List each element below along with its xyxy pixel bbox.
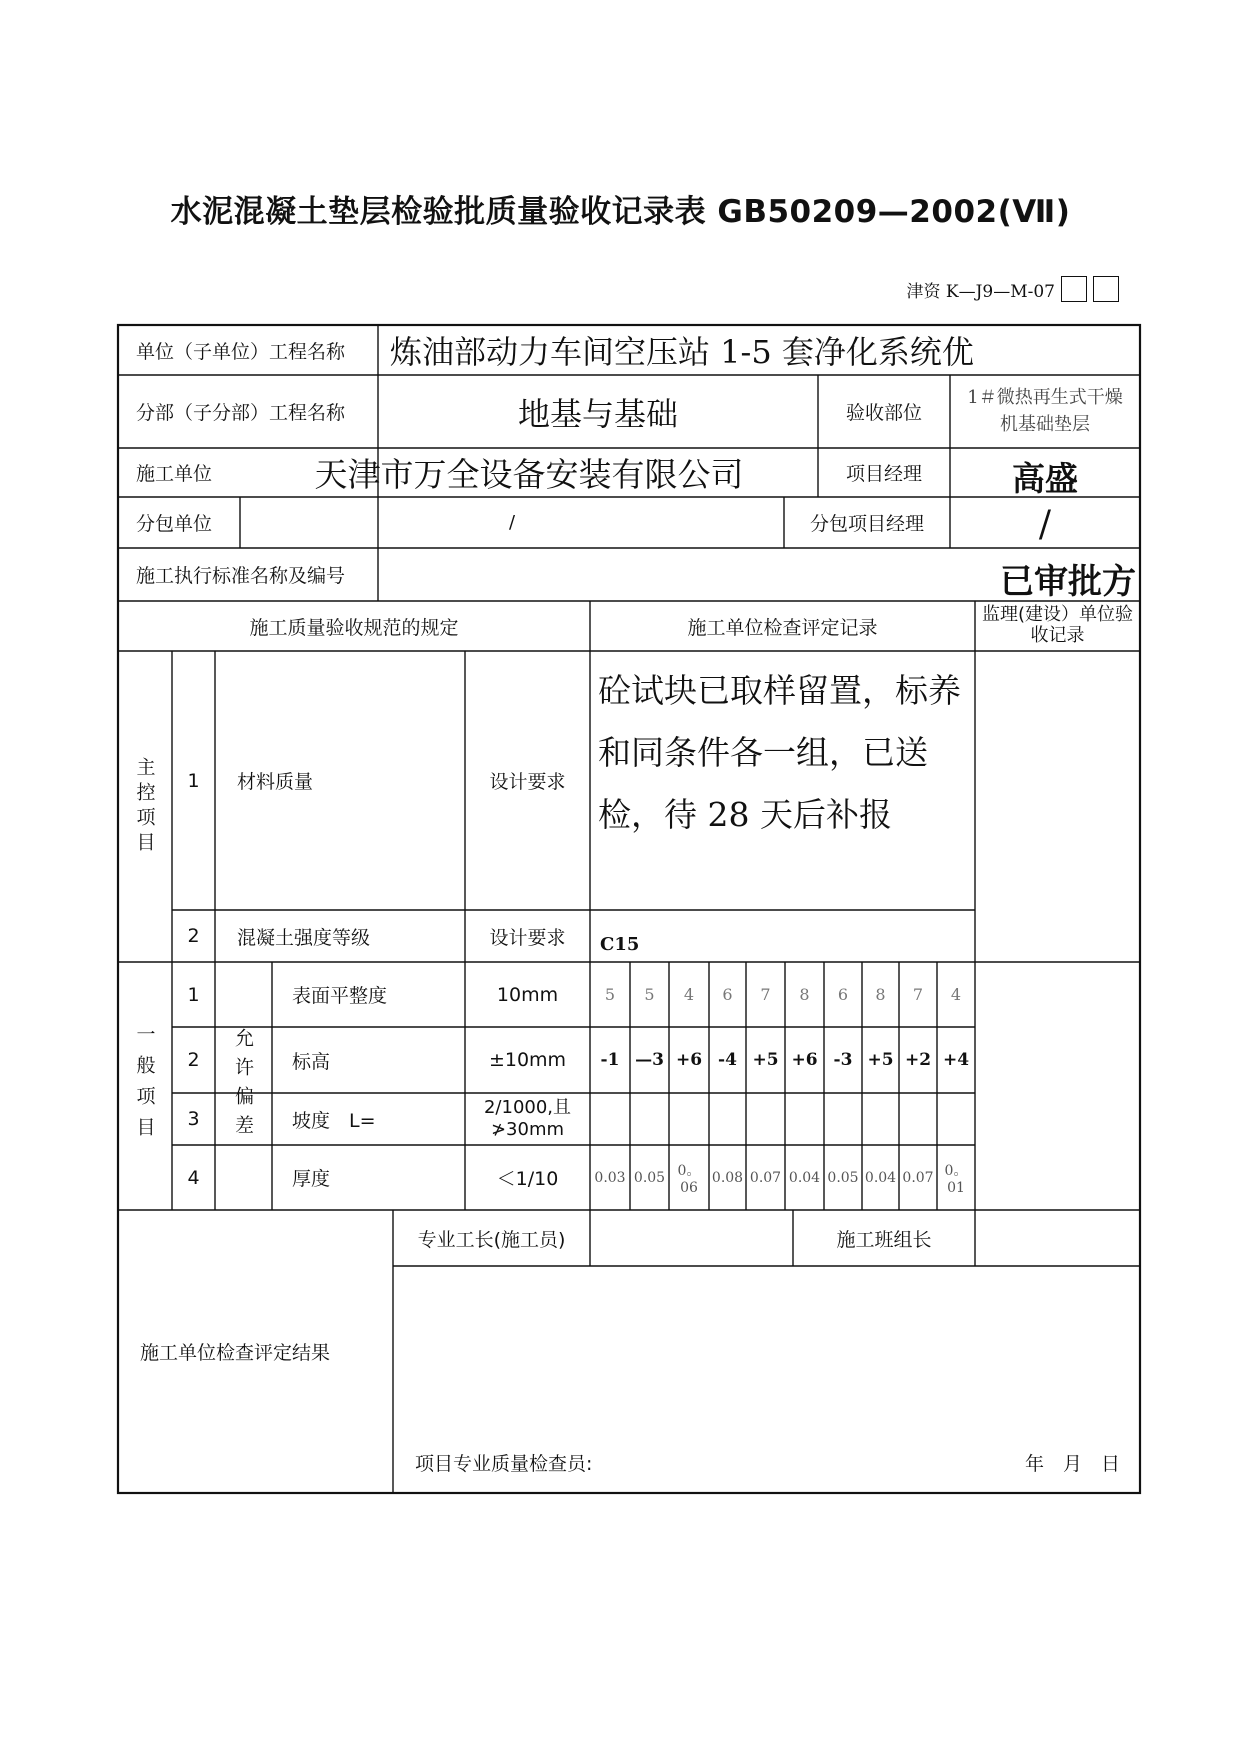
main-item-2-req: 设计要求	[489, 926, 566, 949]
general-4-value[interactable]: 0.07	[749, 1169, 782, 1186]
general-1-value[interactable]: 4	[950, 985, 962, 1004]
label-subcontractor: 分包单位	[136, 513, 213, 535]
value-contractor[interactable]: 天津市万全设备安装有限公司	[314, 455, 744, 494]
general-2-value[interactable]: +6	[675, 1050, 703, 1070]
general-4-req: ＜1/10	[496, 1168, 559, 1190]
general-1-value[interactable]: 8	[875, 985, 886, 1004]
general-1-req: 10mm	[496, 983, 559, 1006]
allowable-dev-label-cell	[215, 962, 272, 1210]
general-1-value[interactable]: 5	[644, 985, 655, 1004]
header-check-record: 施工单位检查评定记录	[687, 616, 878, 639]
general-1-value[interactable]: 7	[912, 985, 924, 1004]
main-item-1-name: 材料质量	[237, 771, 314, 793]
main-item-2-name: 混凝土强度等级	[237, 926, 371, 949]
general-2-value[interactable]: -4	[718, 1050, 737, 1070]
general-1-name: 表面平整度	[292, 985, 388, 1007]
general-2-value[interactable]: -1	[600, 1050, 620, 1070]
label-result: 施工单位检查评定结果	[140, 1342, 331, 1364]
main-item-2-record[interactable]: C15	[600, 933, 640, 955]
general-4-value[interactable]: 0.08	[711, 1169, 744, 1186]
general-3-name: 坡度 L=	[292, 1109, 376, 1132]
main-items-label: 主控项目	[133, 756, 156, 857]
general-2-req: ±10mm	[488, 1049, 567, 1071]
general-2-value[interactable]: +5	[867, 1050, 894, 1070]
general-1-value[interactable]: 5	[604, 985, 616, 1004]
main-item-2-no: 2	[187, 925, 200, 947]
general-1-value[interactable]: 6	[722, 985, 733, 1004]
general-4-value[interactable]: 0.05	[827, 1169, 859, 1186]
general-4-value[interactable]: 0.04	[788, 1169, 821, 1186]
general-1-no: 1	[187, 983, 200, 1006]
label-team-leader: 施工班组长	[836, 1228, 932, 1251]
value-accept-part[interactable]: 1＃微热再生式干燥机基础垫层	[967, 387, 1123, 435]
general-4-value[interactable]: 0。01	[944, 1162, 968, 1196]
label-accept-part: 验收部位	[845, 402, 922, 424]
general-3-no: 3	[187, 1108, 200, 1130]
general-2-no: 2	[187, 1049, 200, 1071]
value-subproject-name[interactable]: 地基与基础	[517, 394, 678, 433]
general-2-value[interactable]: +5	[752, 1050, 779, 1070]
label-inspector: 项目专业质量检查员:	[415, 1452, 593, 1475]
label-subproject-name: 分部（子分部）工程名称	[136, 402, 346, 424]
general-4-value[interactable]: 0.05	[633, 1169, 666, 1186]
main-item-1-no: 1	[187, 769, 200, 792]
general-1-value[interactable]: 4	[683, 985, 695, 1004]
general-2-value[interactable]: +6	[791, 1050, 818, 1070]
general-items-label-cell	[118, 962, 172, 1210]
allowable-dev-label: 允许偏差	[232, 1028, 254, 1144]
header-supervisor-record: 监理(建设）单位验收记录	[981, 604, 1134, 646]
value-subcontractor[interactable]: /	[508, 512, 516, 533]
label-foreman: 专业工长(施工员)	[417, 1228, 566, 1251]
general-items-label: 一般项目	[133, 1024, 156, 1148]
main-item-1-record[interactable]: 砼试块已取样留置，标养和同条件各一组，已送检，待 28 天后补报	[598, 671, 961, 834]
label-sub-pm: 分包项目经理	[809, 513, 924, 535]
general-1-value[interactable]: 8	[799, 985, 810, 1004]
document-code-text: 津资 K—J9—M-07	[906, 281, 1055, 302]
general-4-value[interactable]: 0。06	[677, 1162, 701, 1196]
value-pm[interactable]: 高盛	[1012, 459, 1078, 498]
main-item-1-req: 设计要求	[489, 771, 566, 793]
label-pm: 项目经理	[845, 463, 922, 485]
general-1-value[interactable]: 7	[760, 985, 771, 1004]
general-4-value[interactable]: 0.03	[594, 1169, 626, 1186]
general-4-no: 4	[187, 1166, 200, 1189]
general-2-value[interactable]: +2	[904, 1050, 932, 1070]
value-standard[interactable]: 已审批方	[1000, 562, 1136, 602]
label-date: 年 月 日	[1025, 1452, 1121, 1475]
label-contractor: 施工单位	[136, 463, 213, 485]
general-2-value[interactable]: —3	[635, 1050, 664, 1070]
general-2-name: 标高	[292, 1050, 331, 1073]
header-spec-rule: 施工质量验收规范的规定	[249, 616, 459, 639]
general-2-value[interactable]: +4	[942, 1050, 970, 1070]
document-title: 水泥混凝土垫层检验批质量验收记录表 GB50209—2002(Ⅶ)	[170, 194, 1071, 230]
general-2-value[interactable]: -3	[833, 1050, 853, 1070]
label-standard: 施工执行标准名称及编号	[136, 565, 346, 587]
value-project-name[interactable]: 炼油部动力车间空压站 1-5 套净化系统优	[390, 333, 974, 371]
label-project-name: 单位（子单位）工程名称	[136, 340, 346, 363]
value-sub-pm[interactable]: /	[1038, 504, 1052, 545]
general-3-req: 2/1000,且≯30mm	[483, 1097, 572, 1140]
general-4-name: 厚度	[292, 1168, 331, 1190]
general-1-value[interactable]: 6	[837, 985, 849, 1004]
general-4-value[interactable]: 0.07	[902, 1169, 934, 1186]
general-4-value[interactable]: 0.04	[864, 1169, 897, 1186]
main-items-label-cell	[118, 651, 172, 962]
